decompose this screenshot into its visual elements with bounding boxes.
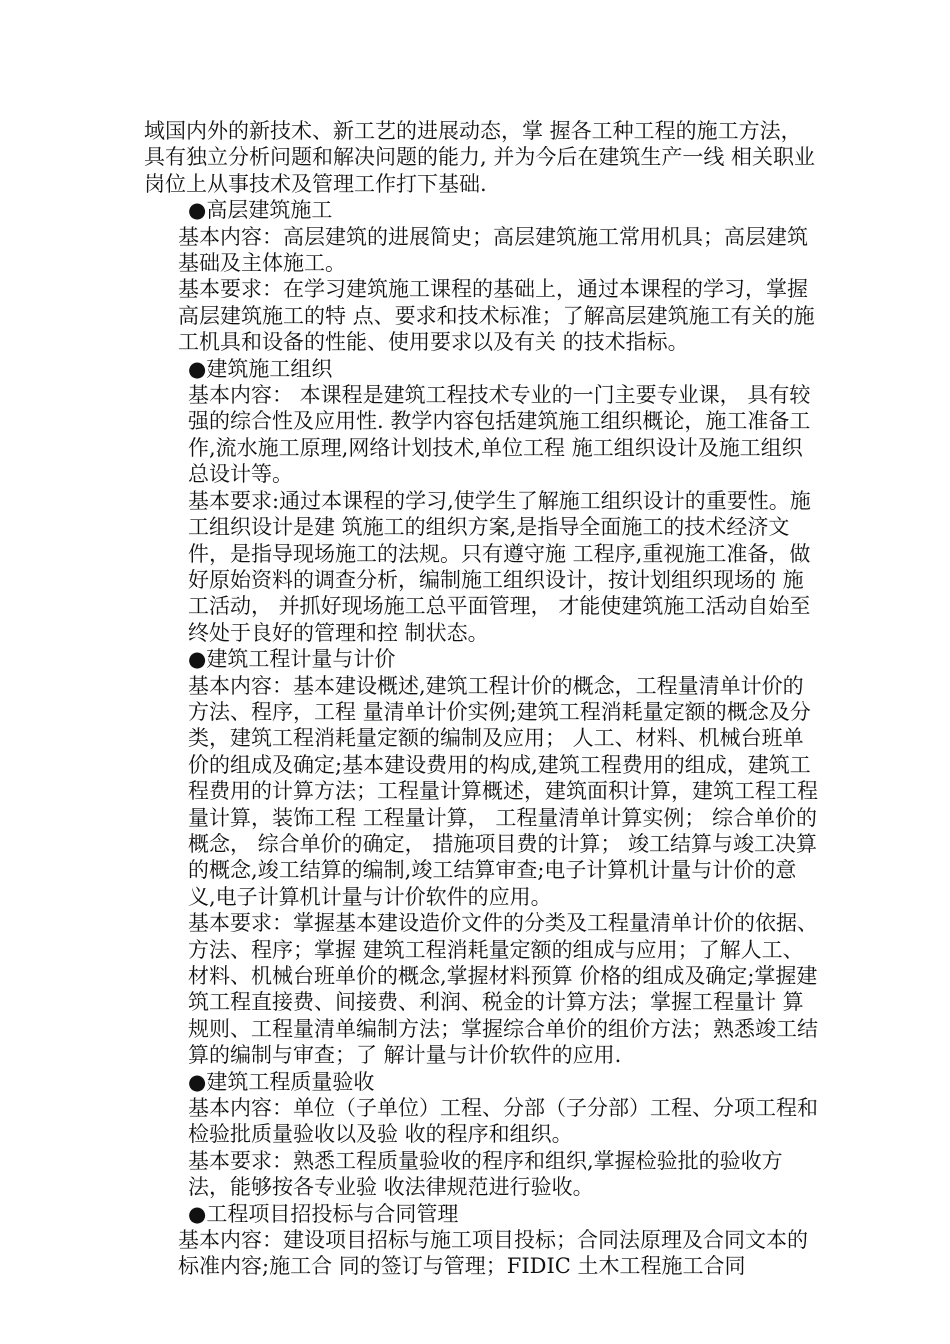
- paragraph-pricing-requirements: 基本要求：掌握基本建设造价文件的分类及工程量清单计价的依据、方法、程序；掌握 建筑工程消耗量定额的组成与应用；了解人工、材料、机械台班单价的概念,掌握材料预算 价格的组成及确定;掌握建筑工程直接费、间接费、利润、税金的计算方法；掌握工程量计 算规则、工程量清单编制方法；掌握综合单价的组价方法；熟悉竣工结算的编制与审查；了 解计量与计价软件的应用.: [188, 911, 818, 1068]
- paragraph-intro-continued: 域国内外的新技术、新工艺的进展动态，掌 握各工种工程的施工方法， 具有独立分析问题和解决问题的能力, 并为今后在建筑生产一线 相关职业岗位上从事技术及管理工作打下基础.: [144, 119, 816, 196]
- paragraph-quality-requirements: 基本要求：熟悉工程质量验收的程序和组织,掌握检验批的验收方法，能够按各专业验 收法律规范进行验收。: [188, 1148, 783, 1200]
- paragraph-pricing-content: 基本内容：基本建设概述,建筑工程计价的概念，工程量清单计价的方法、程序，工程 量清单计价实例;建筑工程消耗量定额的概念及分类，建筑工程消耗量定额的编制及应用； 人工、材料、机械台班单价的组成及确定;基本建设费用的构成,建筑工程费用的组成，建筑工程费用的计算方法；工程量计算概述，建筑面积计算，建筑工程工程量计算，装饰工程 工程量计算， 工程量清单计算实例； 综合单价的概念， 综合单价的确定， 措施项目费的计算； 竣工结算与竣工决算的概念,竣工结算的编制,竣工结算审查;电子计算机计量与计价的意 义,电子计算机计量与计价软件的应用。: [188, 673, 818, 909]
- paragraph-high-rise-requirements: 基本要求：在学习建筑施工课程的基础上，通过本课程的学习，掌握高层建筑施工的特 点、要求和技术标准；了解高层建筑施工有关的施工机具和设备的性能、使用要求以及有关 的技术指标。: [178, 277, 815, 355]
- document-body: [144, 118, 820, 1280]
- paragraph-organization-content: 基本内容： 本课程是建筑工程技术专业的一门主要专业课， 具有较强的综合性及应用性. 教学内容包括建筑施工组织概论，施工准备工作,流水施工原理,网络计划技术,单位工程 施工组织设计及施工组织总设计等。: [188, 383, 811, 487]
- heading-construction-organization: ●建筑施工组织: [188, 356, 333, 381]
- paragraph-organization-requirements: 基本要求:通过本课程的学习,使学生了解施工组织设计的重要性。施工组织设计是建 筑施工的组织方案,是指导全面施工的技术经济文件，是指导现场施工的法规。只有遵守施 工程序,重视施工准备，做好原始资料的调查分析，编制施工组织设计，按计划组织现场的 施工活动， 并抓好现场施工总平面管理， 才能使建筑施工活动自始至终处于良好的管理和控 制状态。: [188, 488, 811, 645]
- paragraph-bidding-content: 基本内容：建设项目招标与施工项目投标；合同法原理及合同文本的标准内容;施工合 同的签订与管理；FIDIC 土木工程施工合同: [178, 1228, 808, 1279]
- heading-quality-acceptance: ●建筑工程质量验收: [188, 1069, 375, 1094]
- heading-high-rise-construction: ●高层建筑施工: [188, 198, 333, 223]
- heading-measurement-pricing: ●建筑工程计量与计价: [188, 647, 396, 672]
- paragraph-high-rise-content: 基本内容：高层建筑的进展简史；高层建筑施工常用机具；高层建筑基础及主体施工。: [178, 224, 808, 276]
- heading-bidding-contract: ●工程项目招投标与合同管理: [188, 1201, 459, 1226]
- paragraph-quality-content: 基本内容：单位（子单位）工程、分部（子分部）工程、分项工程和检验批质量验收以及验 收的程序和组织。: [188, 1096, 818, 1147]
